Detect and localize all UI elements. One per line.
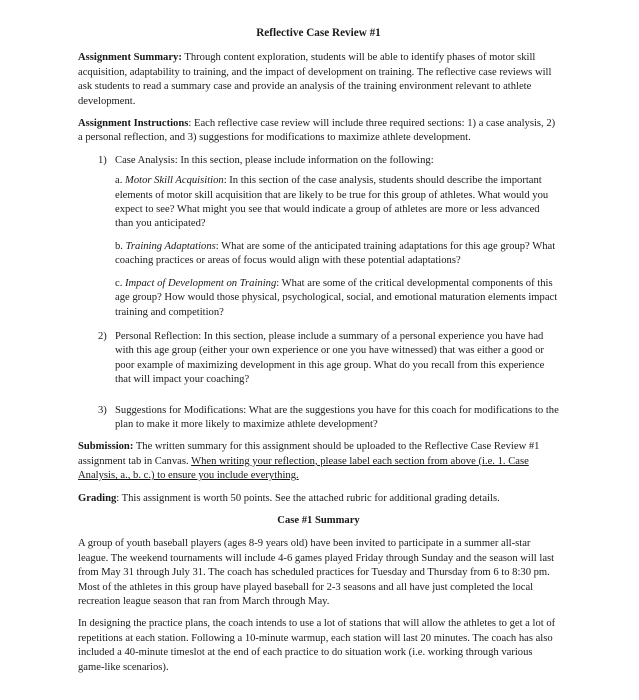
section-text: Personal Reflection: In this section, please include a summary of a personal experience you have had with this age group (either your own experience or one you have witnessed) that was either a good or poor example of maximizing development in this age group. What do you recall from this experience that will impact your coaching? — [115, 330, 545, 386]
submission-paragraph — [78, 440, 559, 483]
grading-paragraph — [78, 492, 559, 506]
subitem-motor-skill — [115, 174, 559, 232]
subitem-text: : What are some of the critical developmental components of this age group? How would those physical, psychological, social, and emotional maturation elements impact training and competition? — [115, 277, 558, 318]
section-number: 2) — [98, 330, 107, 342]
subitem-text: : In this section of the case analysis, students should describe the important elements of motor skill acquisition that are likely to be true for this group of athletes. What would you expect to see? What might you see that would indicate a group of athletes are more or less advanced than you anticipated? — [115, 175, 549, 230]
subitem-prefix: a. — [115, 175, 125, 187]
submission-label: Submission: — [78, 441, 134, 453]
section-number: 3) — [98, 404, 107, 416]
assignment-summary — [78, 51, 559, 109]
section-suggestions — [78, 404, 559, 433]
case-title: Case #1 Summary — [277, 514, 360, 526]
grading-text: : This assignment is worth 50 points. See the attached rubric for additional grading details. — [116, 492, 500, 504]
subitem-impact-development — [115, 277, 559, 320]
section-number: 1) — [98, 154, 107, 166]
subitem-training-adaptations — [115, 240, 559, 269]
subitem-label: Training Adaptations — [125, 240, 216, 252]
summary-label: Assignment Summary: — [78, 52, 182, 64]
case-paragraph: In designing the practice plans, the coach intends to use a lot of stations that will allow the athletes to get a lot of repetitions at each station. Following a 10-minute warmup, each station will last 20 minutes. The coach has also included a 40-minute timeslot at the end of each practice to do situation work (i.e. working through various game-like scenarios). — [78, 618, 556, 673]
submission-text: The written summary for this assignment should be uploaded to the Reflective Case Review #1 assignment tab in Canvas. — [78, 441, 540, 467]
subitem-label: Motor Skill Acquisition — [125, 175, 224, 187]
summary-text: Through content exploration, students will be able to identify phases of motor skill acquisition, adaptability to training, and the impact of development on training. The reflective case reviews will ask students to read a summary case and provide an analysis of the training environment relevant to athlete development. — [78, 52, 552, 107]
case-analysis-subitems — [115, 174, 559, 320]
case-paragraph: A group of youth baseball players (ages 8-9 years old) have been invited to participate in a summer all-star league. The weekend tournaments will include 4-6 games played Friday through Sunday and the season will last from May 31 through July 31. The coach has scheduled practices for Tuesday and Thursday from 6 to 8:30 pm. Most of the athletes in this group have played baseball for 2-3 seasons and all have just completed the local recreation league season that ran from March through May. — [78, 538, 555, 607]
subitem-prefix: b. — [115, 240, 126, 252]
instructions-text: : Each reflective case review will include three required sections: 1) a case analysis, 2) a personal reflection, and 3) suggestions for modifications to maximize athlete development. — [78, 118, 556, 144]
section-personal-reflection — [78, 330, 559, 388]
submission-underlined: When writing your reflection, please label each section from above (i.e. 1. Case Analysis, a., b. c.) to ensure you include everything. — [78, 455, 529, 482]
assignment-instructions — [78, 117, 559, 146]
subitem-label: Impact of Development on Training — [125, 277, 277, 289]
required-sections-list — [78, 154, 559, 433]
section-case-analysis — [78, 154, 559, 320]
instructions-label: Assignment Instructions — [78, 118, 189, 130]
subitem-text: : What are some of the anticipated training adaptations for this age group? What coaching practices or areas of focus would align with these potential adaptations? — [115, 240, 556, 267]
grading-label: Grading — [78, 492, 117, 504]
subitem-prefix: c. — [115, 277, 125, 289]
section-text: Case Analysis: In this section, please include information on the following: — [115, 154, 434, 166]
section-text: Suggestions for Modifications: What are the suggestions you have for this coach for modifications to the plan to make it more likely to maximize athlete development? — [115, 404, 559, 430]
document-title: Reflective Case Review #1 — [256, 27, 381, 39]
